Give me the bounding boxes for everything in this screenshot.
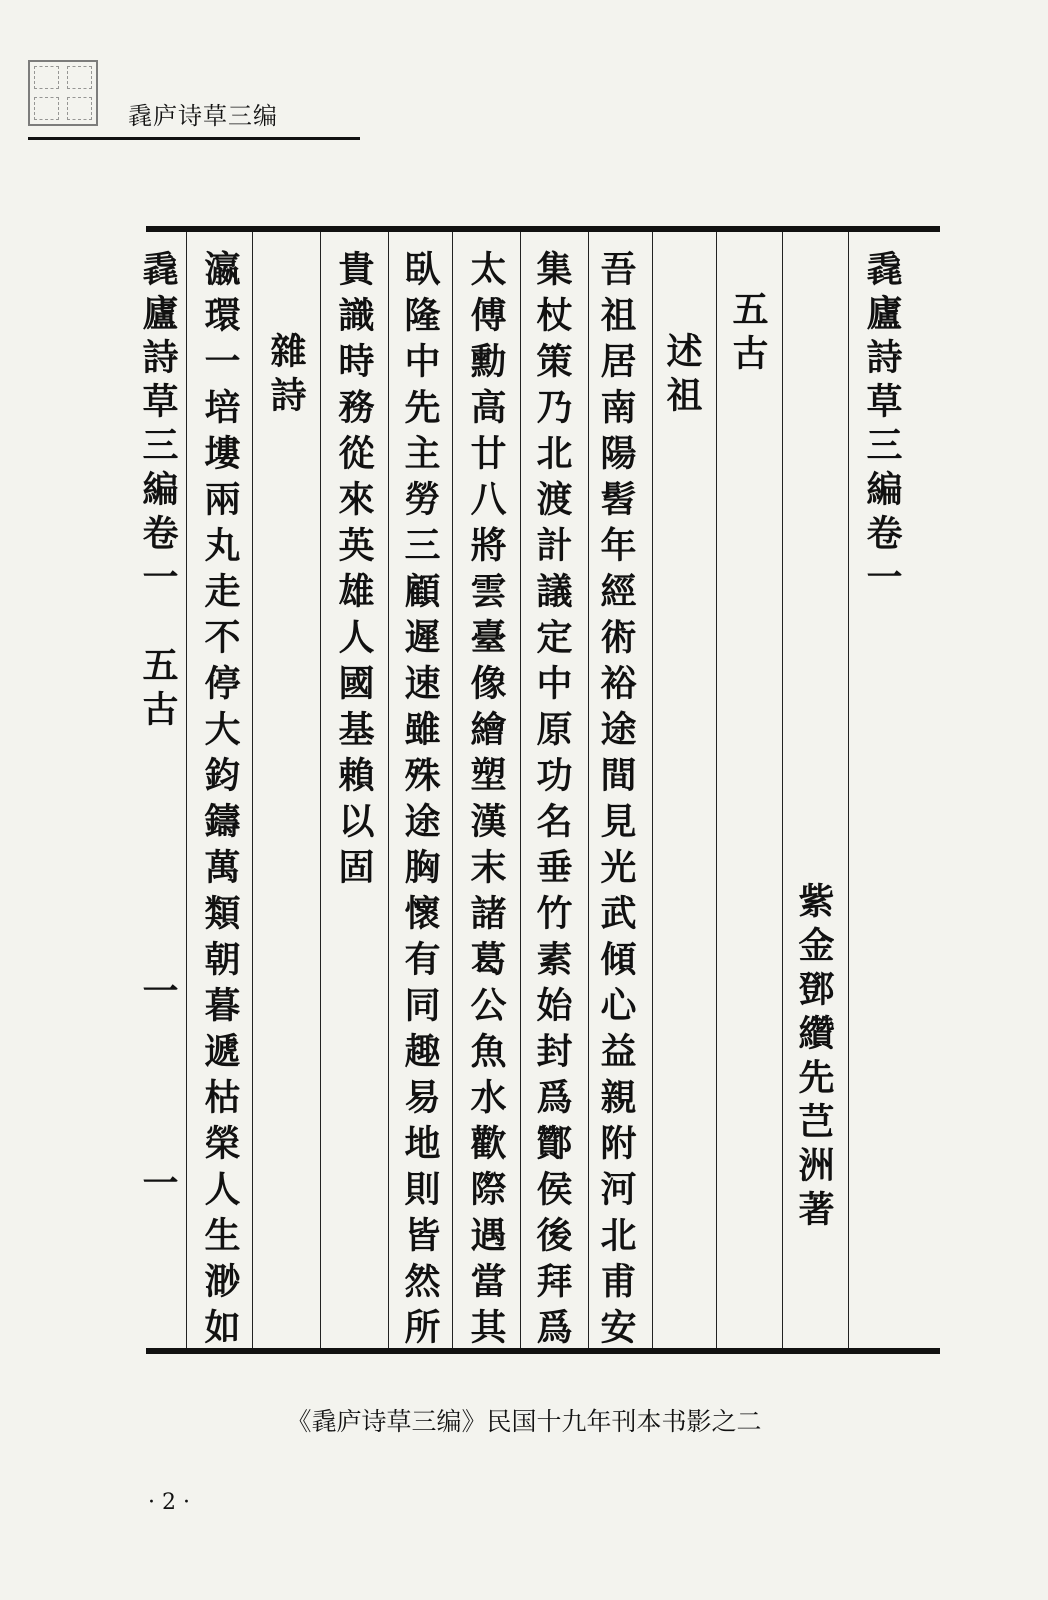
column-rule — [252, 232, 253, 1348]
folio-number: 一 一 — [137, 972, 179, 1260]
column-rule — [652, 232, 653, 1348]
column-rule — [452, 232, 453, 1348]
page-number: · 2 · — [148, 1490, 190, 1515]
column-rule — [588, 232, 589, 1348]
column-rule — [388, 232, 389, 1348]
section-heading: 五古 — [727, 290, 769, 378]
poem-line: 吾祖居南陽髫年經術裕途間見光武傾心益親附河北甫安 — [595, 250, 637, 1354]
book-page-image — [137, 226, 940, 1354]
column-rule — [186, 232, 187, 1348]
author-line: 紫金鄧纘先芑洲著 — [793, 882, 835, 1234]
column-rule — [320, 232, 321, 1348]
book-title: 毳廬詩草三編卷一 — [861, 250, 903, 602]
poem-line: 太傅勳高廿八將雲臺像繪塑漢末諸葛公魚水歡際遇當其 — [465, 250, 507, 1354]
margin-label: 毳廬詩草三編卷一 五古 — [137, 250, 179, 734]
column-rule — [848, 232, 849, 1348]
poem-title: 述祖 — [661, 332, 703, 420]
column-rule — [782, 232, 783, 1348]
figure-caption: 《毳庐诗草三编》民国十九年刊本书影之二 — [286, 1407, 762, 1436]
poem-line: 集杖策乃北渡計議定中原功名垂竹素始封爲酇侯後拜爲 — [531, 250, 573, 1354]
poem-line: 臥隆中先主勞三顧遲速雖殊途胸懷有同趣易地則皆然所 — [399, 250, 441, 1354]
column-rule — [520, 232, 521, 1348]
poem-line: 貴識時務從來英雄人國基賴以固 — [333, 250, 375, 894]
poem-title: 雜詩 — [265, 332, 307, 420]
header-rule — [28, 137, 360, 140]
running-header: 毳庐诗草三编 — [128, 102, 278, 130]
column-rule — [716, 232, 717, 1348]
seal-stamp-icon — [28, 60, 98, 126]
poem-line: 瀛環一培塿兩丸走不停大鈞鑄萬類朝暮遞枯榮人生渺如 — [199, 250, 241, 1354]
